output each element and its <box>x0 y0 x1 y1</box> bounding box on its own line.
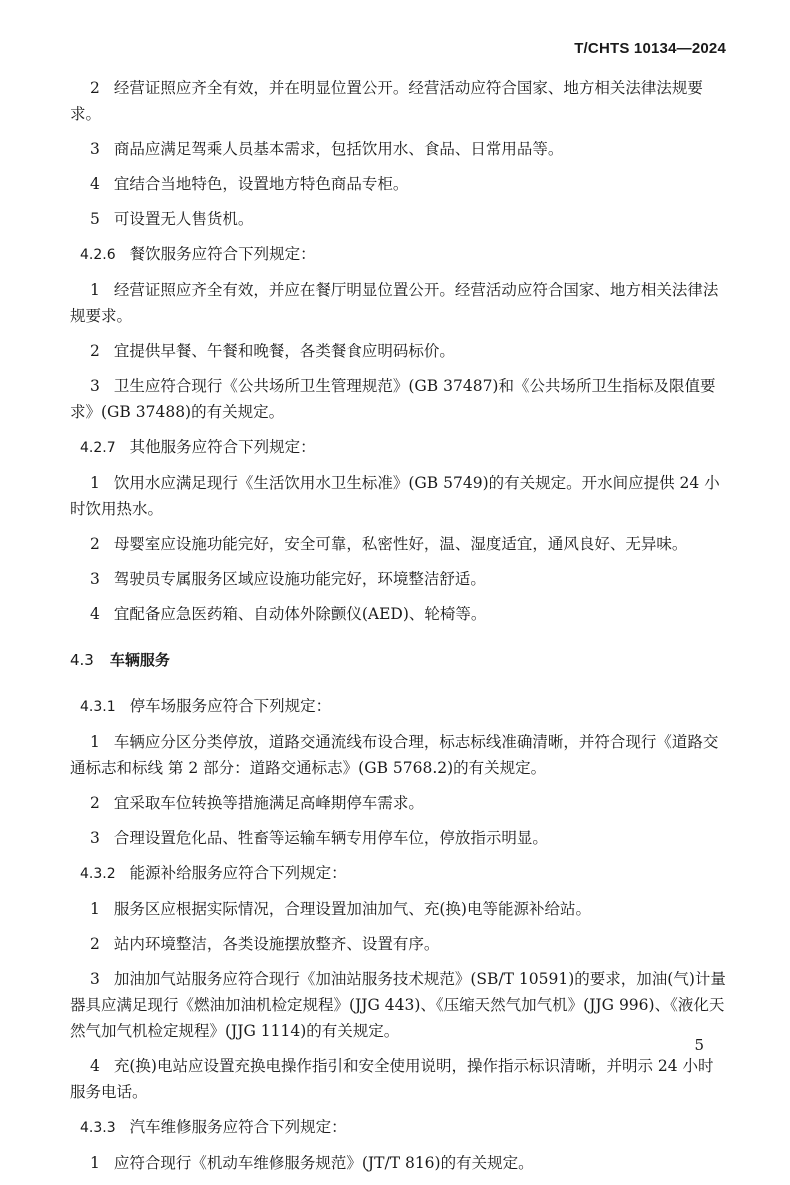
item-number: 1 <box>90 1154 100 1172</box>
item-number: 4 <box>90 605 100 623</box>
item-text: 驾驶员专属服务区域应设施功能完好，环境整洁舒适。 <box>113 570 486 588</box>
item-text: 可设置无人售货机。 <box>113 210 254 228</box>
list-item <box>70 931 726 957</box>
clause-heading <box>70 693 726 720</box>
list-item <box>70 338 726 364</box>
list-item <box>70 75 726 127</box>
clause-number: 4.3.3 <box>80 1120 116 1136</box>
document-body <box>70 75 726 1185</box>
list-item <box>70 896 726 922</box>
item-number: 2 <box>90 535 100 553</box>
clause-text: 能源补给服务应符合下列规定： <box>129 864 347 882</box>
item-text: 饮用水应满足现行《生活饮用水卫生标准》(GB 5749)的有关规定。开水间应提供 24 小时饮用热水。 <box>70 474 720 518</box>
item-number: 1 <box>90 474 100 492</box>
item-text: 应符合现行《机动车维修服务规范》(JT/T 816)的有关规定。 <box>113 1154 534 1172</box>
item-number: 4 <box>90 1057 100 1075</box>
standard-code-header: T/CHTS 10134—2024 <box>574 40 726 57</box>
item-number: 3 <box>90 570 100 588</box>
clause-number: 4.3.1 <box>80 699 116 715</box>
item-number: 3 <box>90 970 100 988</box>
section-title: 车辆服务 <box>109 651 170 669</box>
item-text: 经营证照应齐全有效，并在明显位置公开。经营活动应符合国家、地方相关法律法规要求。 <box>70 79 703 123</box>
clause-heading <box>70 241 726 268</box>
item-text: 宜结合当地特色，设置地方特色商品专柜。 <box>113 175 409 193</box>
clause-number: 4.2.7 <box>80 440 116 456</box>
item-text: 服务区应根据实际情况，合理设置加油加气、充(换)电等能源补给站。 <box>113 900 591 918</box>
item-number: 4 <box>90 175 100 193</box>
item-text: 经营证照应齐全有效，并应在餐厅明显位置公开。经营活动应符合国家、地方相关法律法规要求。 <box>70 281 719 325</box>
list-item <box>70 825 726 851</box>
list-item <box>70 790 726 816</box>
clause-text: 汽车维修服务应符合下列规定： <box>129 1118 347 1136</box>
clause-number: 4.2.6 <box>80 247 116 263</box>
item-text: 宜提供早餐、午餐和晚餐，各类餐食应明码标价。 <box>113 342 455 360</box>
list-item <box>70 729 726 781</box>
item-text: 商品应满足驾乘人员基本需求，包括饮用水、食品、日常用品等。 <box>113 140 564 158</box>
clause-heading <box>70 1114 726 1141</box>
item-number: 2 <box>90 342 100 360</box>
list-item <box>70 601 726 627</box>
item-number: 2 <box>90 79 100 97</box>
clause-heading <box>70 860 726 887</box>
list-item <box>70 277 726 329</box>
list-item <box>70 136 726 162</box>
list-item <box>70 470 726 522</box>
item-number: 2 <box>90 935 100 953</box>
clause-text: 餐饮服务应符合下列规定： <box>129 245 316 263</box>
list-item <box>70 171 726 197</box>
section-heading <box>70 647 726 673</box>
item-text: 站内环境整洁，各类设施摆放整齐、设置有序。 <box>113 935 440 953</box>
clause-text: 停车场服务应符合下列规定： <box>129 697 332 715</box>
item-number: 3 <box>90 377 100 395</box>
clause-heading <box>70 434 726 461</box>
section-number: 4.3 <box>70 651 94 669</box>
item-text: 母婴室应设施功能完好，安全可靠，私密性好，温、湿度适宜，通风良好、无异味。 <box>113 535 688 553</box>
item-number: 1 <box>90 281 100 299</box>
list-item <box>70 966 726 1044</box>
list-item <box>70 1150 726 1176</box>
item-number: 5 <box>90 210 100 228</box>
item-number: 2 <box>90 794 100 812</box>
list-item <box>70 566 726 592</box>
item-text: 合理设置危化品、牲畜等运输车辆专用停车位，停放指示明显。 <box>113 829 548 847</box>
item-text: 车辆应分区分类停放，道路交通流线布设合理，标志标线准确清晰，并符合现行《道路交通标志和标线 第 2 部分：道路交通标志》(GB 5768.2)的有关规定。 <box>70 733 719 777</box>
item-text: 宜采取车位转换等措施满足高峰期停车需求。 <box>113 794 424 812</box>
item-text: 充(换)电站应设置充换电操作指引和安全使用说明，操作指示标识清晰，并明示 24 小时服务电话。 <box>70 1057 714 1101</box>
item-number: 3 <box>90 140 100 158</box>
item-text: 宜配备应急医药箱、自动体外除颤仪(AED)、轮椅等。 <box>113 605 487 623</box>
list-item <box>70 206 726 232</box>
item-text: 加油加气站服务应符合现行《加油站服务技术规范》(SB/T 10591)的要求，加油(气)计量器具应满足现行《燃油加油机检定规程》(JJG 443)、《压缩天然气加气机》(JJG 996)、《液化天然气加气机检定规程》(JJG 1114)的有关规定。 <box>70 970 726 1040</box>
page-number: 5 <box>694 1036 704 1054</box>
clause-number: 4.3.2 <box>80 866 116 882</box>
item-number: 1 <box>90 733 100 751</box>
list-item <box>70 373 726 425</box>
item-number: 3 <box>90 829 100 847</box>
item-number: 1 <box>90 900 100 918</box>
clause-text: 其他服务应符合下列规定： <box>129 438 316 456</box>
list-item <box>70 531 726 557</box>
item-text: 卫生应符合现行《公共场所卫生管理规范》(GB 37487)和《公共场所卫生指标及限值要求》(GB 37488)的有关规定。 <box>70 377 716 421</box>
list-item <box>70 1053 726 1105</box>
